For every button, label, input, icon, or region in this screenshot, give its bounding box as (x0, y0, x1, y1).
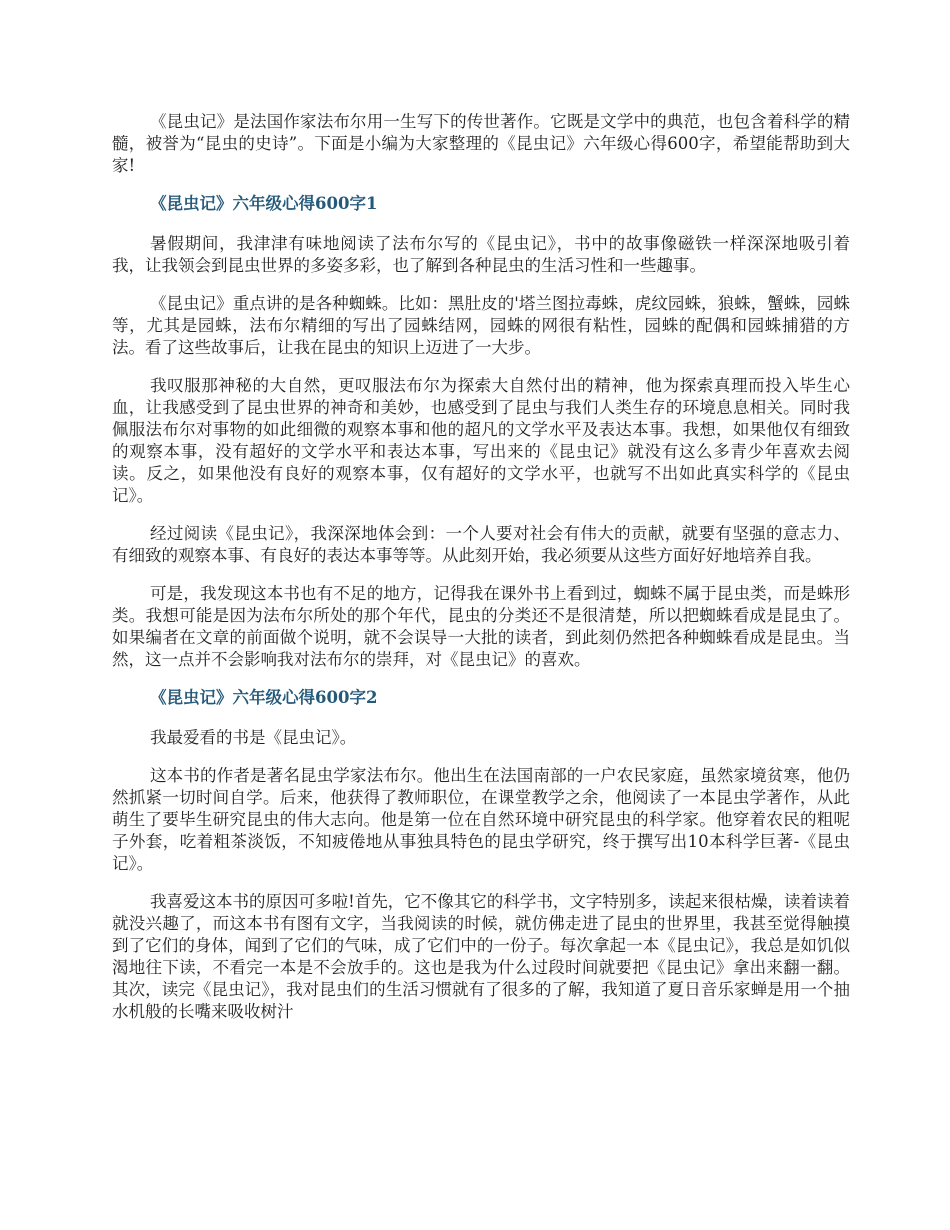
body-paragraph: 我叹服那神秘的大自然，更叹服法布尔为探索大自然付出的精神，他为探索真理而投入毕生心血，让我感受到了昆虫世界的神奇和美妙，也感受到了昆虫与我们人类生存的环境息息相关。同时我佩服法布尔对事物的如此细微的观察本事和他的超凡的文学水平及表达本事。我想，如果他仅有细致的观察本事，没有超好的文学水平和表达本事，写出来的《昆虫记》就没有这么多青少年喜欢去阅读。反之，如果他没有良好的观察本事，仅有超好的文学水平，也就写不出如此真实科学的《昆虫记》。 (112, 376, 850, 505)
section-heading-1: 《昆虫记》六年级心得600字1 (150, 194, 378, 213)
body-paragraph: 我喜爱这本书的原因可多啦!首先，它不像其它的科学书，文字特别多，读起来很枯燥，读着读着就没兴趣了，而这本书有图有文字，当我阅读的时候，就仿佛走进了昆虫的世界里，我甚至觉得触摸到了它们的身体，闻到了它们的气味，成了它们中的一份子。每次拿起一本《昆虫记》，我总是如饥似渴地往下读，不看完一本是不会放手的。这也是我为什么过段时间就要把《昆虫记》拿出来翻一翻。其次，读完《昆虫记》，我对昆虫们的生活习惯就有了很多的了解，我知道了夏日音乐家蝉是用一个抽水机般的长嘴来吸收树汁 (112, 892, 850, 1021)
body-paragraph: 经过阅读《昆虫记》，我深深地体会到：一个人要对社会有伟大的贡献，就要有坚强的意志力、有细致的观察本事、有良好的表达本事等等。从此刻开始，我必须要从这些方面好好地培养自我。 (112, 524, 850, 565)
body-paragraph: 这本书的作者是著名昆虫学家法布尔。他出生在法国南部的一户农民家庭，虽然家境贫寒，他仍然抓紧一切时间自学。后来，他获得了教师职位，在课堂教学之余，他阅读了一本昆虫学著作，从此萌生了要毕生研究昆虫的伟大志向。他是第一位在自然环境中研究昆虫的科学家。他穿着农民的粗呢子外套，吃着粗茶淡饭，不知疲倦地从事独具特色的昆虫学研究，终于撰写出10本科学巨著-《昆虫记》。 (112, 766, 850, 873)
section-heading-2: 《昆虫记》六年级心得600字2 (150, 688, 378, 707)
body-paragraph: 可是，我发现这本书也有不足的地方，记得我在课外书上看到过，蜘蛛不属于昆虫类，而是蛛形类。我想可能是因为法布尔所处的那个年代，昆虫的分类还不是很清楚，所以把蜘蛛看成是昆虫了。如果编者在文章的前面做个说明，就不会误导一大批的读者，到此刻仍然把各种蜘蛛看成是昆虫。当然，这一点并不会影响我对法布尔的崇拜，对《昆虫记》的喜欢。 (112, 584, 850, 669)
body-paragraph: 《昆虫记》重点讲的是各种蜘蛛。比如：黑肚皮的'塔兰图拉毒蛛，虎纹园蛛，狼蛛，蟹蛛，园蛛等，尤其是园蛛，法布尔精细的写出了园蛛结网，园蛛的网很有粘性，园蛛的配偶和园蛛捕猎的方法。看了这些故事后，让我在昆虫的知识上迈进了一大步。 (112, 294, 850, 357)
body-paragraph: 暑假期间，我津津有味地阅读了法布尔写的《昆虫记》，书中的故事像磁铁一样深深地吸引着我，让我领会到昆虫世界的多姿多彩，也了解到各种昆虫的生活习性和一些趣事。 (112, 234, 850, 275)
intro-paragraph: 《昆虫记》是法国作家法布尔用一生写下的传世著作。它既是文学中的典范，也包含着科学的精髓，被誉为“昆虫的史诗”。下面是小编为大家整理的《昆虫记》六年级心得600字，希望能帮助到大家! (112, 112, 850, 175)
body-paragraph: 我最爱看的书是《昆虫记》。 (150, 728, 357, 747)
document-page (112, 111, 850, 1039)
